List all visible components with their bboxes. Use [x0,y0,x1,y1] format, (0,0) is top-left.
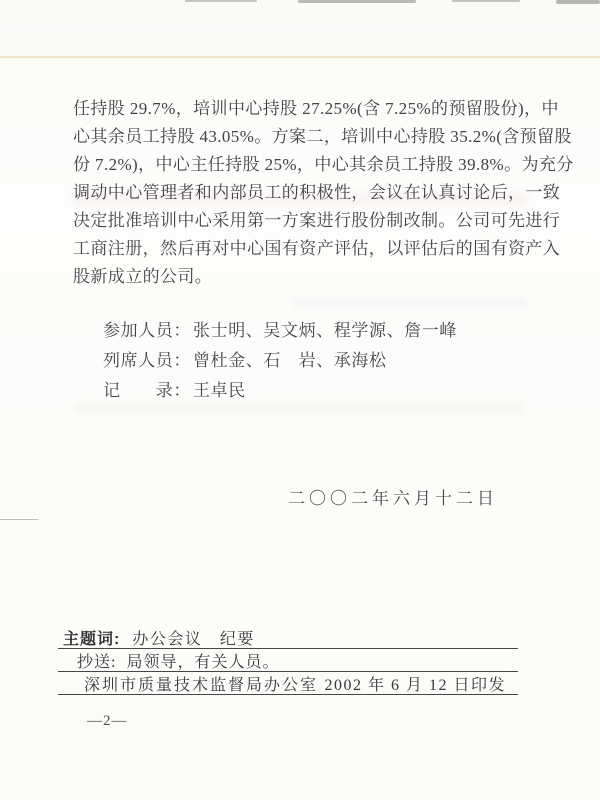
ink-bleed-artifact [292,297,528,308]
body-line: 心其余员工持股 43.05%。方案二，培训中心持股 35.2%(含预留股 [73,127,572,146]
cc-value: 局领导，有关人员。 [126,653,280,671]
scan-artifact-top [556,0,600,4]
recorder-row [103,376,457,406]
page-number: —2— [87,713,128,729]
subject-row [58,626,518,649]
attendees-row [103,316,457,346]
date-line: 二〇〇二年六月十二日 [288,489,498,508]
scan-artifact-left-edge [0,519,38,520]
subject-label: 主题词: [63,630,121,648]
attendees-label: 参加人员： [103,321,191,340]
observers-label: 列席人员： [103,351,191,370]
body-line: 决定批准培训中心采用第一方案进行股份制改制。公司可先进行 [73,211,561,230]
body-line: 调动中心管理者和内部员工的积极性，会议在认真讨论后，一致 [73,183,561,202]
scan-artifact-top [298,0,416,3]
observers-names: 曾杜金、石 岩、承海松 [193,351,387,370]
issue-date: 2002 年 6 月 12 日印发 [324,676,506,694]
attendees-block [103,316,457,406]
body-paragraph [73,95,574,291]
body-line: 股新成立的公司。 [73,267,213,286]
body-line: 工商注册，然后再对中心国有资产评估，以评估后的国有资产入 [73,239,561,258]
scan-artifact-top [452,0,520,2]
scan-fold-line [0,56,600,58]
footer-block [58,626,518,695]
recorder-name: 王卓民 [193,381,246,400]
recorder-label: 记 录： [103,381,191,400]
scan-artifact-top [185,0,257,2]
observers-row [103,346,457,376]
subject-value: 办公会议 纪要 [132,630,255,648]
cc-label: 抄送: [77,653,117,671]
cc-row [58,649,518,672]
body-line: 份 7.2%)，中心主任持股 25%，中心其余员工持股 39.8%。为充分 [73,155,574,174]
body-line: 任持股 29.7%，培训中心持股 27.25%(含 7.25%的预留股份)，中 [73,99,559,118]
issuer-name: 深圳市质量技术监督局办公室 [84,676,319,694]
attendees-names: 张士明、吴文炳、程学源、詹一峰 [193,321,457,340]
issuer-row [58,672,518,695]
